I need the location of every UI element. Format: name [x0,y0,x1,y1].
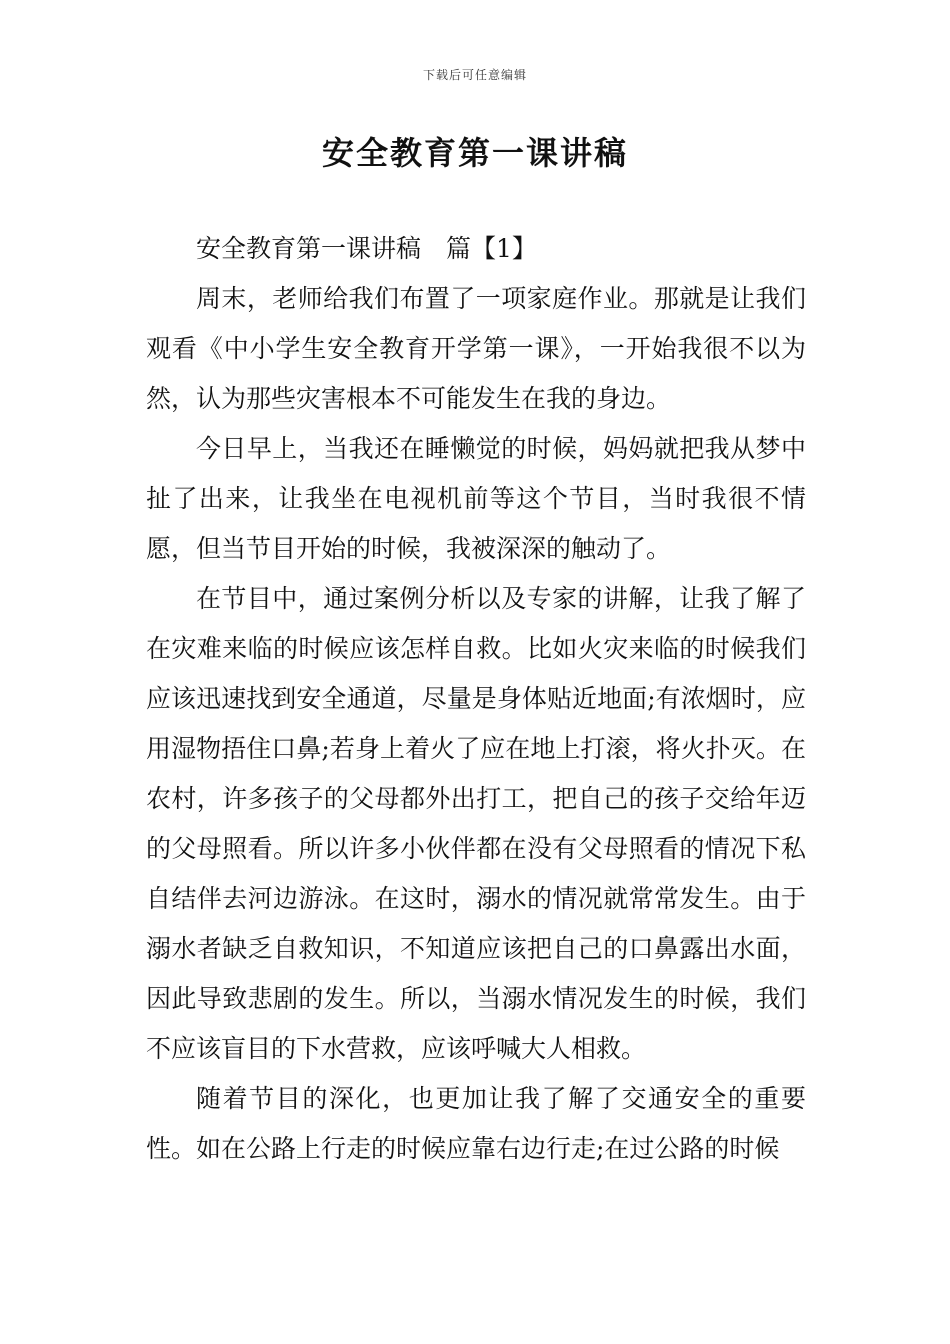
section-heading: 安全教育第一课讲稿 篇【1】 [196,234,537,263]
paragraph-4: 随着节目的深化，也更加让我了解了交通安全的重要性。如在公路上行走的时候应靠右边行走;在过公路的时候 [146,1084,806,1163]
header-note: 下载后可任意编辑 [422,68,527,82]
paragraph-2: 今日早上，当我还在睡懒觉的时候，妈妈就把我从梦中扯了出来，让我坐在电视机前等这个节目，当时我很不情愿，但当节目开始的时候，我被深深的触动了。 [146,434,806,563]
document-body [146,224,806,1174]
paragraph-1: 周末，老师给我们布置了一项家庭作业。那就是让我们观看《中小学生安全教育开学第一课》，一开始我很不以为然，认为那些灾害根本不可能发生在我的身边。 [146,284,806,413]
paragraph-3: 在节目中，通过案例分析以及专家的讲解，让我了解了在灾难来临的时候应该怎样自救。比如火灾来临的时候我们应该迅速找到安全通道，尽量是身体贴近地面;有浓烟时，应用湿物捂住口鼻;若身上着火了应在地上打滚，将火扑灭。在农村，许多孩子的父母都外出打工，把自己的孩子交给年迈的父母照看。所以许多小伙伴都在没有父母照看的情况下私自结伴去河边游泳。在这时，溺水的情况就常常发生。由于溺水者缺乏自救知识，不知道应该把自己的口鼻露出水面，因此导致悲剧的发生。所以，当溺水情况发生的时候，我们不应该盲目的下水营救，应该呼喊大人相救。 [146,584,806,1063]
document-title: 安全教育第一课讲稿 [321,134,628,172]
